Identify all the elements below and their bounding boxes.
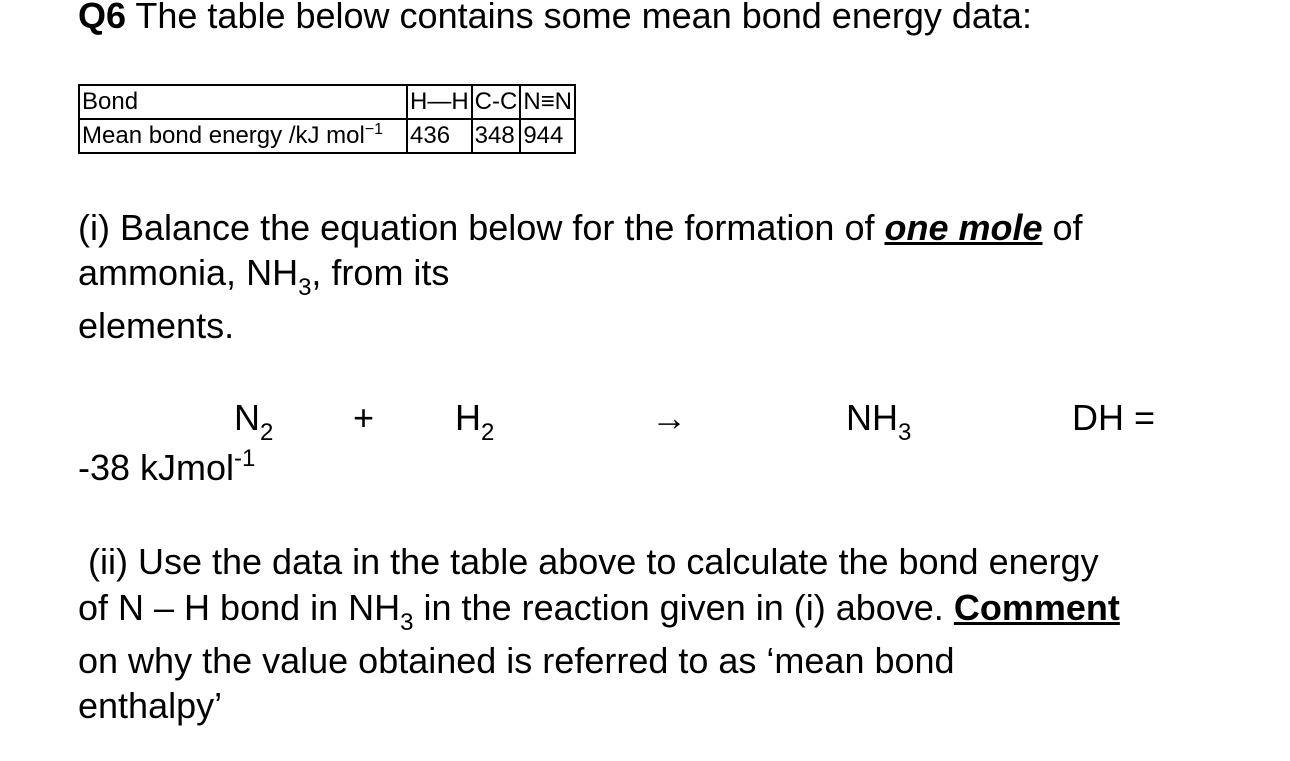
part-ii-line-1: (ii) Use the data in the table above to calculate the bond energy [88,541,1099,582]
table-cell: C-C [472,85,521,119]
part-ii-line-3: on why the value obtained is referred to as ‘mean bond [78,640,955,681]
text-run: in the reaction given in (i) above. [413,587,954,628]
subscript: 2 [260,419,274,446]
table-row [79,119,575,153]
table-cell: 348 [472,119,521,153]
text-run: (i) Balance the equation below for the formation of [78,207,885,248]
table-cell: N≡N [520,85,575,119]
comment-keyword: Comment [953,587,1120,628]
formula: NH [846,397,898,438]
superscript: -1 [234,445,256,472]
table-cell-text: Mean bond energy /kJ mol [82,122,365,149]
formula: N [234,397,260,438]
emphasis-text: one mole [884,207,1043,248]
part-i-line-1 [78,206,1083,250]
question-number: Q6 [78,0,127,36]
subscript: 2 [481,419,495,446]
equation-reactant-n2 [234,396,274,446]
part-i-line-3: elements. [78,305,235,346]
equation-arrow: → [651,397,687,438]
table-cell [79,119,407,153]
text-run: of N – H bond in NH [78,587,401,628]
subscript: 3 [898,419,912,446]
table-row [79,85,575,119]
text-run: -38 kJmol [78,447,235,488]
part-ii-line-4: enthalpy’ [78,685,223,726]
text-run: ammonia, NH [78,252,299,293]
question-heading [78,0,1032,38]
formula: H [455,397,481,438]
question-intro: The table below contains some mean bond energy data: [126,0,1032,36]
table-cell: 436 [407,119,472,153]
bond-energy-table [78,84,576,154]
table-cell: H—H [407,85,472,119]
text-run: of [1042,207,1083,248]
subscript: 3 [400,609,414,636]
equation-product-nh3 [846,396,912,446]
enthalpy-value [78,446,255,490]
unit-exponent: −1 [364,121,384,138]
table-cell: 944 [520,119,575,153]
enthalpy-label: DH = [1072,397,1156,438]
equation-reactant-h2 [455,396,495,446]
text-run: , from its [311,252,450,293]
table-cell: Bond [79,85,407,119]
subscript: 3 [298,274,312,301]
part-i-line-2 [78,251,450,301]
part-ii-line-2 [78,586,1120,636]
equation-plus: + [353,397,375,438]
